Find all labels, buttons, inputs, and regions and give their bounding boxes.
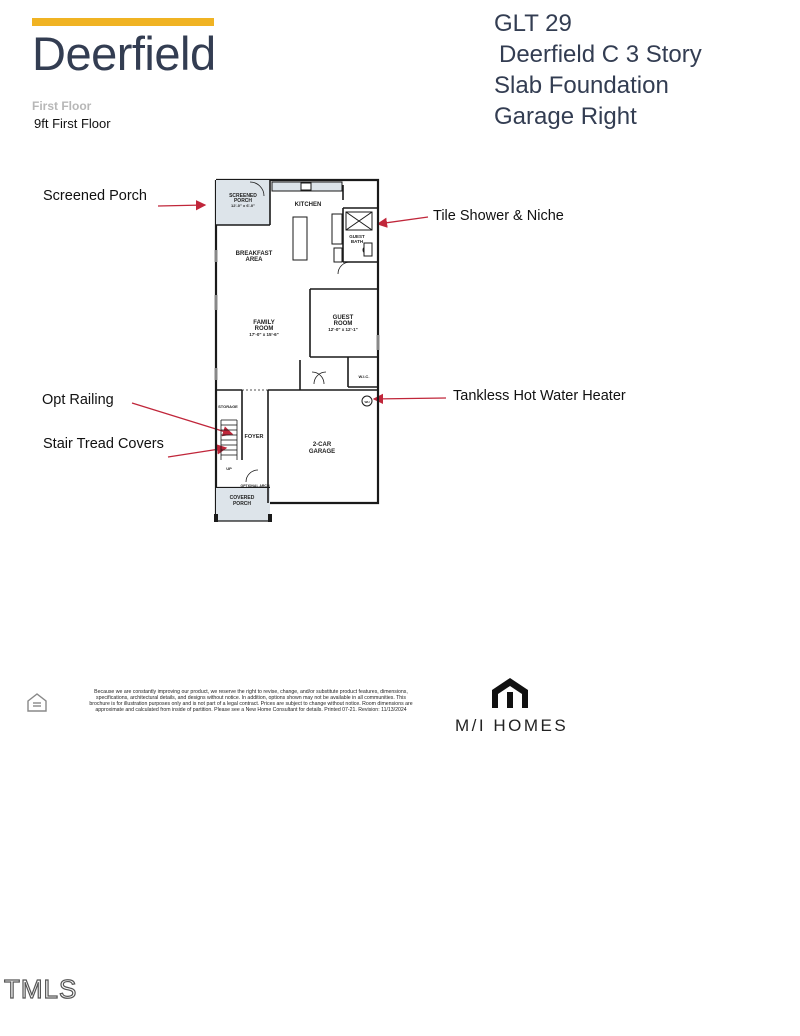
label-family-room: FAMILY	[253, 320, 275, 326]
label-wic: W.I.C.	[358, 374, 370, 379]
label-family-room-dim: 17'-0" x 15'-6"	[249, 332, 279, 337]
label-guest-room: GUEST	[332, 315, 354, 321]
lot-number: GLT 29	[494, 10, 572, 37]
label-screened-porch-2: PORCH	[233, 198, 253, 204]
garage-orientation: Garage Right	[494, 103, 637, 130]
label-screened-porch-dim: 12'-0" x 6'-0"	[231, 203, 255, 208]
mi-homes-logo-icon	[492, 678, 528, 708]
windows	[216, 250, 378, 380]
label-garage-2: GARAGE	[308, 449, 336, 455]
ceiling-label: 9ft First Floor	[34, 116, 111, 131]
stairs	[221, 420, 237, 460]
watermark: TMLS	[4, 974, 78, 1004]
callout-tankless-heater: Tankless Hot Water Heater	[453, 388, 626, 404]
model-name: Deerfield C 3 Story	[499, 41, 702, 68]
label-storage: STORAGE	[218, 404, 238, 409]
label-family-room-2: ROOM	[254, 326, 274, 332]
label-covered-porch-2: PORCH	[232, 501, 252, 507]
label-breakfast: BREAKFAST	[235, 251, 273, 257]
callout-stair-tread: Stair Tread Covers	[43, 436, 164, 452]
label-guest-room-2: ROOM	[333, 321, 353, 327]
floor-label: First Floor	[32, 99, 92, 113]
label-guest-room-dim: 12'-0" x 12'-1"	[328, 327, 358, 332]
label-garage: 2-CAR	[312, 442, 332, 448]
label-foyer: FOYER	[244, 434, 264, 440]
legal-disclaimer: Because we are constantly improving our product, we reserve the right to revise, change, and/or substitute product features, dimensions, specifications, architectural details, and designs without notice. In addition, options shown may not be available in all communities. This brochure is for illustration purposes only and is not part of a legal contract. Prices are subject to change without notice. Room dimensions are approximate and calculated from inside of partition. Please see a New Home Consultant for details. Printed 07-21. Revision: 11/13/2024	[89, 689, 413, 713]
label-stairs-up: UP	[226, 466, 232, 471]
label-covered-porch: COVERED	[229, 495, 255, 501]
brand-name: M/I HOMES	[455, 716, 569, 735]
label-guest-bath-2: BATH	[350, 239, 364, 244]
callout-arrows	[132, 205, 446, 457]
plan-title: Deerfield	[32, 27, 216, 80]
label-breakfast-2: AREA	[245, 257, 263, 263]
foundation-type: Slab Foundation	[494, 72, 669, 99]
callout-tile-shower: Tile Shower & Niche	[433, 208, 564, 224]
label-kitchen: KITCHEN	[294, 202, 322, 208]
callout-screened-porch: Screened Porch	[43, 188, 147, 204]
callout-opt-railing: Opt Railing	[42, 392, 114, 408]
label-screened-porch: SCREENED	[229, 193, 257, 199]
equal-housing-icon	[28, 694, 46, 711]
label-water-heater: WH	[364, 400, 370, 404]
label-porch-note: OPTIONAL ARCH	[240, 484, 270, 488]
label-guest-bath: GUEST	[349, 234, 365, 239]
